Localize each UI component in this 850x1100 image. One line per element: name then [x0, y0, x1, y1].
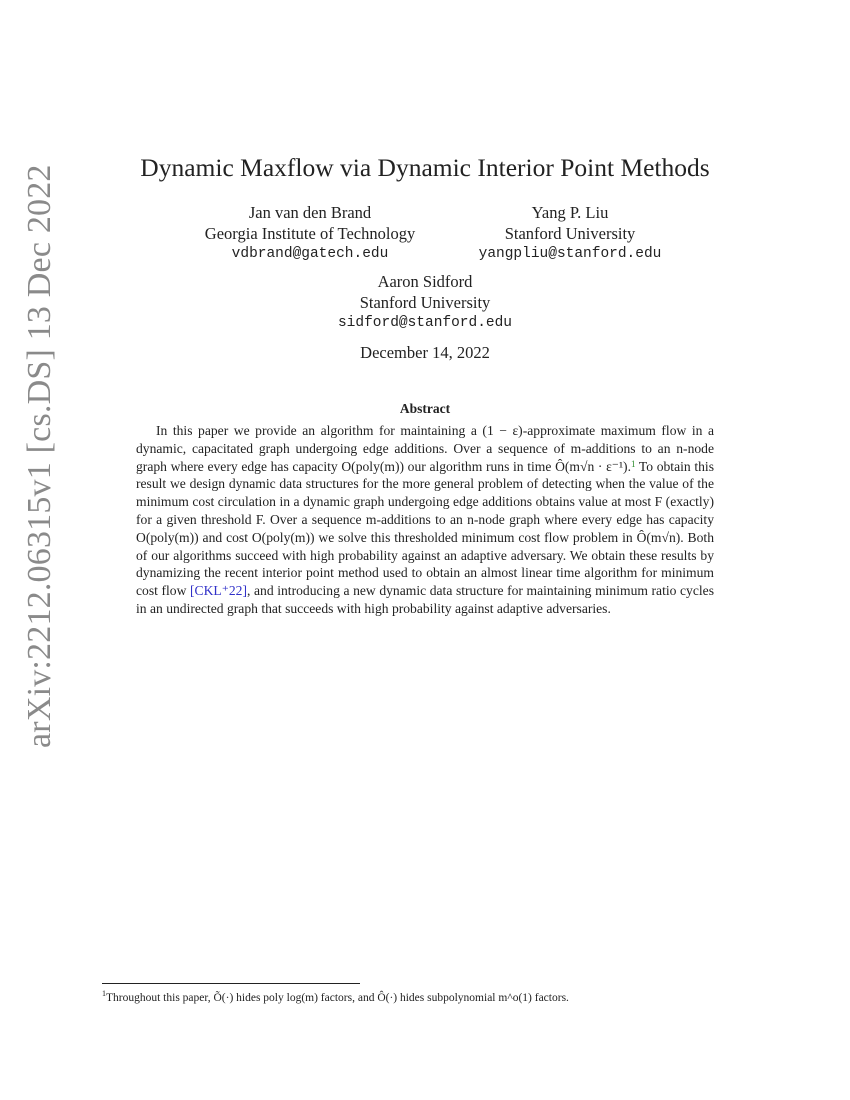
footnote [102, 989, 742, 1004]
author-block [470, 203, 670, 265]
author-email[interactable]: sidford@stanford.edu [337, 315, 513, 331]
author-email[interactable]: vdbrand@gatech.edu [231, 246, 389, 262]
paper-title: Dynamic Maxflow via Dynamic Interior Point Methods [140, 153, 710, 182]
arxiv-identifier-stamp: arXiv:2212.06315v1 [cs.DS] 13 Dec 2022 [21, 164, 58, 748]
paper-date: December 14, 2022 [360, 343, 490, 362]
citation-link[interactable]: [CKL⁺22] [190, 583, 248, 599]
author-name: Yang P. Liu [531, 203, 609, 222]
author-affiliation: Stanford University [504, 223, 636, 243]
abstract-heading: Abstract [399, 401, 451, 416]
author-block [180, 203, 440, 265]
abstract-text-part2: To obtain this result we design dynamic data structures for the more general problem of detecting when the value of the minimum cost circulation in a dynamic graph undergoing edge additions obtains value at most F (exactly) for a given threshold F. Over a sequence m-additions to an n-node graph where every edge has capacity O(poly(m)) and cost O(poly(m)) we solve this thresholded minimum cost flow problem in Ô(m√n). Both of our algorithms succeed with high probability against an adaptive adversary. We obtain these results by dynamizing the recent interior point method used to obtain an almost linear time algorithm for minimum cost flow [136, 458, 714, 599]
abstract-text-part3: , and introducing a new dynamic data structure for maintaining minimum ratio cycles in an undirected graph that succeeds with high probability against adaptive adversaries. [136, 583, 714, 616]
author-affiliation: Georgia Institute of Technology [204, 223, 416, 243]
footnote-number: 1 [102, 989, 106, 998]
footnote-marker-link[interactable]: 1 [630, 458, 636, 469]
author-block [300, 272, 550, 334]
abstract-text-part1: In this paper we provide an algorithm for maintaining a (1 − ε)-approximate maximum flow in a dynamic, capacitated graph undergoing edge additions. Over a sequence of m-additions to an n-node graph where every edge has capacity O(poly(m)) our algorithm runs in time Ô(m√n · ε⁻¹). [136, 423, 714, 474]
footnote-text: Throughout this paper, Õ(·) hides poly log(m) factors, and Ô(·) hides subpolynomial m^o(1) factors. [106, 991, 569, 1004]
author-name: Aaron Sidford [377, 272, 473, 291]
footnote-rule [102, 983, 360, 984]
author-name: Jan van den Brand [248, 203, 372, 222]
abstract-body [136, 422, 714, 618]
author-email[interactable]: yangpliu@stanford.edu [478, 246, 662, 262]
author-affiliation: Stanford University [359, 292, 491, 312]
